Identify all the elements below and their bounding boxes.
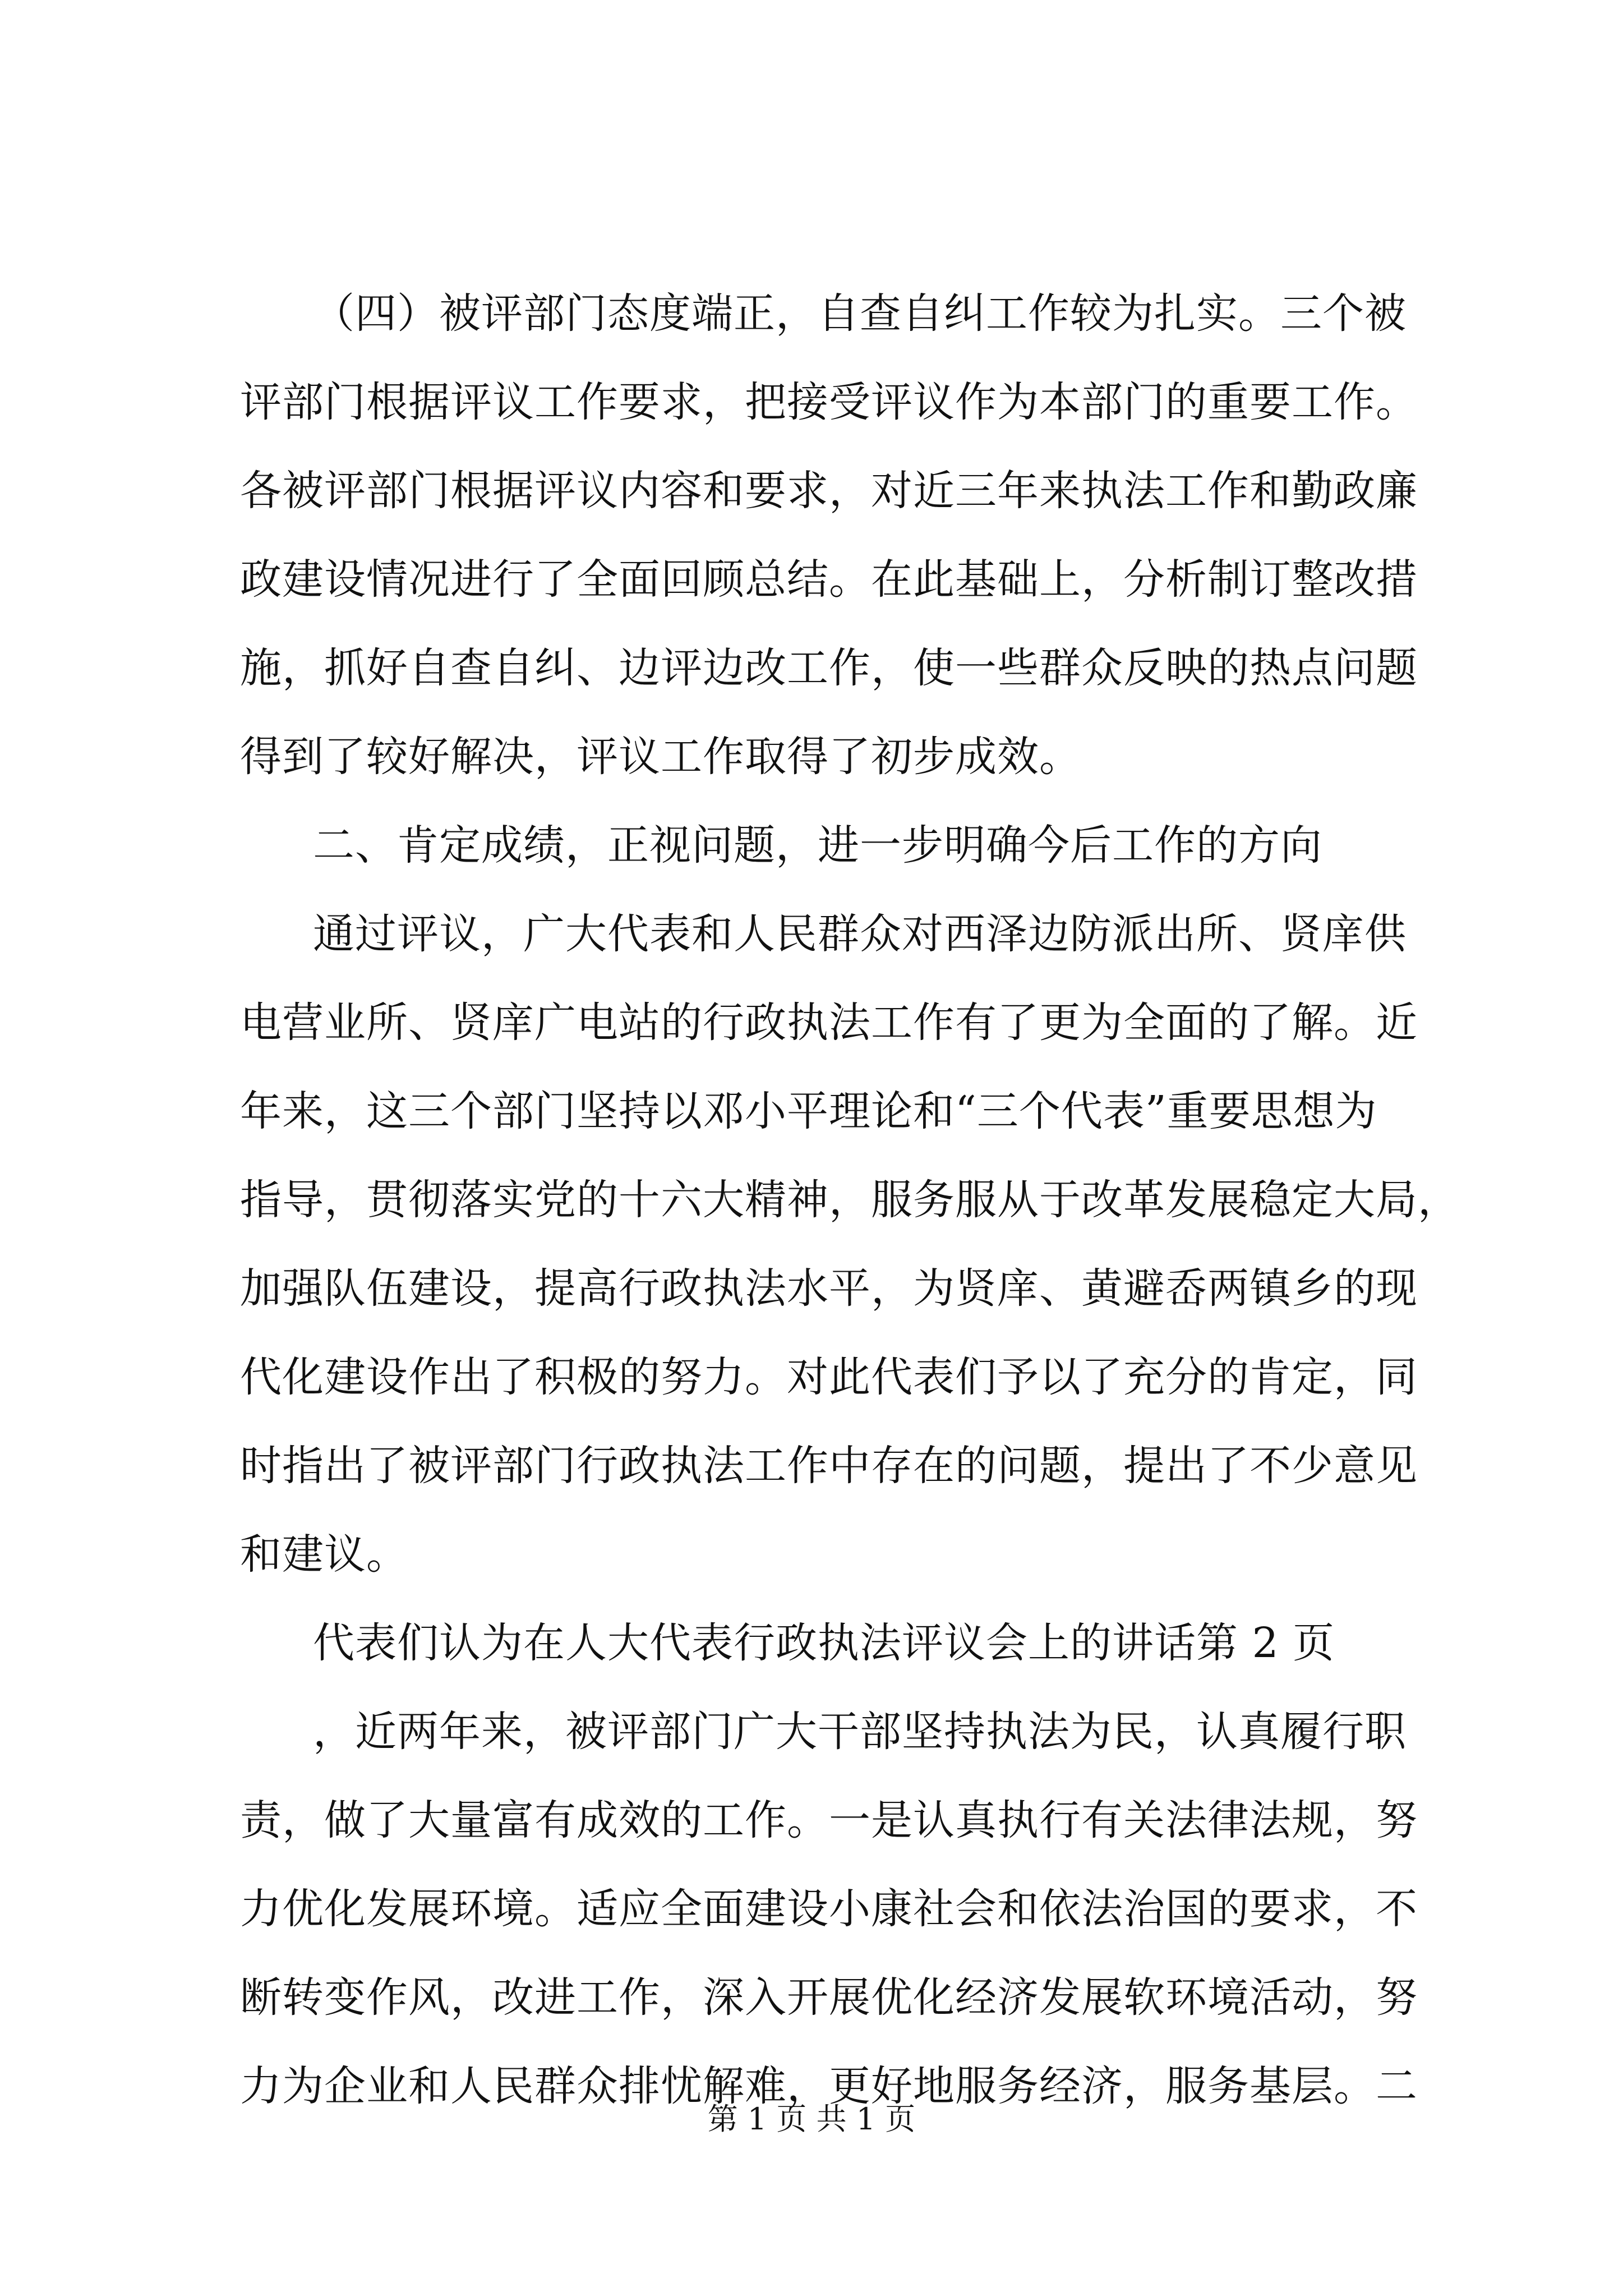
text-line: （四）被评部门态度端正，自查自纠工作较为扎实。三个被 — [313, 289, 1407, 338]
text-line: 代化建设作出了积极的努力。对此代表们予以了充分的肯定，同 — [240, 1353, 1418, 1401]
text-line: 政建设情况进行了全面回顾总结。在此基础上，分析制订整改措 — [240, 555, 1418, 604]
text-line: 评部门根据评议工作要求，把接受评议作为本部门的重要工作。 — [240, 378, 1418, 426]
text-line: 时指出了被评部门行政执法工作中存在的问题，提出了不少意见 — [240, 1442, 1418, 1490]
text-line: 施，抓好自查自纠、边评边改工作，使一些群众反映的热点问题 — [240, 644, 1418, 692]
text-line: 得到了较好解决，评议工作取得了初步成效。 — [240, 733, 1081, 781]
text-line: 力优化发展环境。适应全面建设小康社会和依法治国的要求，不 — [240, 1885, 1418, 1933]
page-footer: 第 1 页 共 1 页 — [707, 2101, 916, 2137]
text-line: 年来，这三个部门坚持以邓小平理论和“三个代表”重要思想为 — [240, 1087, 1377, 1135]
text-line: 断转变作风，改进工作，深入开展优化经济发展软环境活动，努 — [240, 1973, 1418, 2022]
text-line: 责，做了大量富有成效的工作。一是认真执行有关法律法规，努 — [240, 1796, 1418, 1844]
text-line: 电营业所、贤庠广电站的行政执法工作有了更为全面的了解。近 — [240, 999, 1418, 1047]
text-line: 加强队伍建设，提高行政执法水平，为贤庠、黄避岙两镇乡的现 — [240, 1264, 1418, 1313]
text-line: 指导，贯彻落实党的十六大精神，服务服从于改革发展稳定大局， — [240, 1176, 1460, 1224]
text-line: 二、肯定成绩，正视问题，进一步明确今后工作的方向 — [313, 821, 1322, 869]
text-line: 代表们认为在人大代表行政执法评议会上的讲话第 2 页 — [313, 1619, 1335, 1667]
text-line: 各被评部门根据评议内容和要求，对近三年来执法工作和勤政廉 — [240, 467, 1418, 515]
text-line: 力为企业和人民群众排忧解难，更好地服务经济，服务基层。二 — [240, 2062, 1418, 2110]
text-line: ，近两年来，被评部门广大干部坚持执法为民，认真履行职 — [313, 1708, 1407, 1756]
text-line: 和建议。 — [240, 1530, 408, 1579]
text-line: 通过评议，广大代表和人民群众对西泽边防派出所、贤庠供 — [313, 910, 1407, 958]
body-text — [240, 269, 1460, 2131]
